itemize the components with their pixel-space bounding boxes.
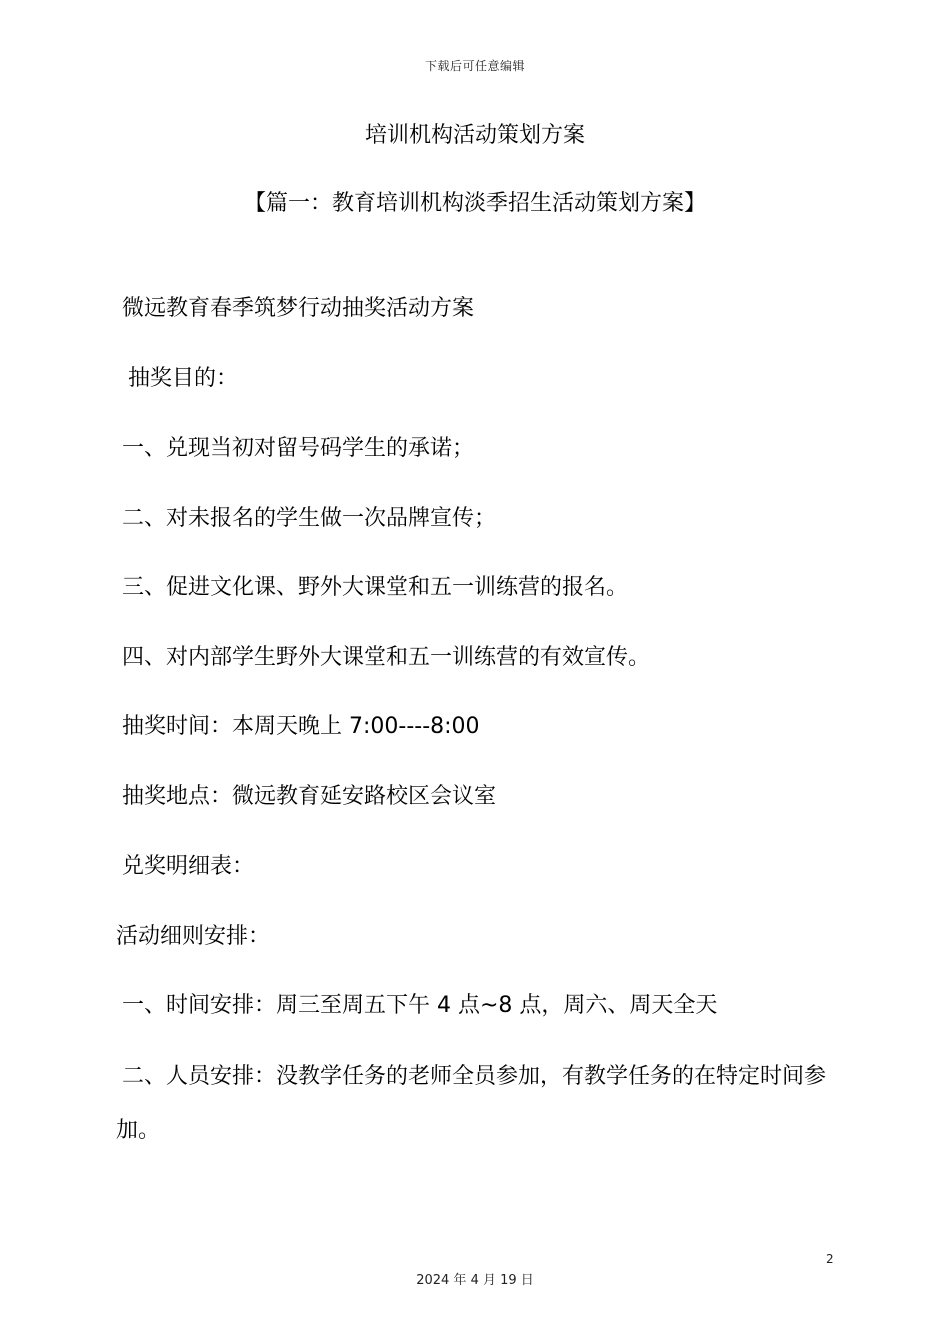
page-number: 2 xyxy=(826,1252,834,1266)
document-title: 培训机构活动策划方案 xyxy=(364,123,585,148)
purpose-item-3: 三、促进文化课、野外大课堂和五一训练营的报名。 xyxy=(122,575,629,600)
activity-rules-heading: 活动细则安排： xyxy=(116,924,271,949)
purpose-item-2: 二、对未报名的学生做一次品牌宣传； xyxy=(122,506,497,531)
purpose-item-4: 四、对内部学生野外大课堂和五一训练营的有效宣传。 xyxy=(122,645,651,670)
footer-date: 2024 年 4 月 19 日 xyxy=(416,1273,534,1288)
schedule-arrangement: 一、时间安排：周三至周五下午 4 点~8 点，周六、周天全天 xyxy=(122,993,718,1018)
lottery-location: 抽奖地点：微远教育延安路校区会议室 xyxy=(122,784,497,809)
staff-arrangement: 二、人员安排：没教学任务的老师全员参加，有教学任务的在特定时间参加。 xyxy=(116,1064,827,1143)
section-heading-activity-plan: 微远教育春季筑梦行动抽奖活动方案 xyxy=(122,296,475,321)
purpose-item-1: 一、兑现当初对留号码学生的承诺； xyxy=(122,436,475,461)
label-lottery-purpose: 抽奖目的： xyxy=(128,366,239,391)
lottery-time: 抽奖时间：本周天晚上 7:00----8:00 xyxy=(122,714,480,739)
document-subtitle: 【篇一：教育培训机构淡季招生活动策划方案】 xyxy=(243,191,706,216)
header-note: 下载后可任意编辑 xyxy=(424,59,525,73)
prize-table-label: 兑奖明细表： xyxy=(122,854,255,879)
